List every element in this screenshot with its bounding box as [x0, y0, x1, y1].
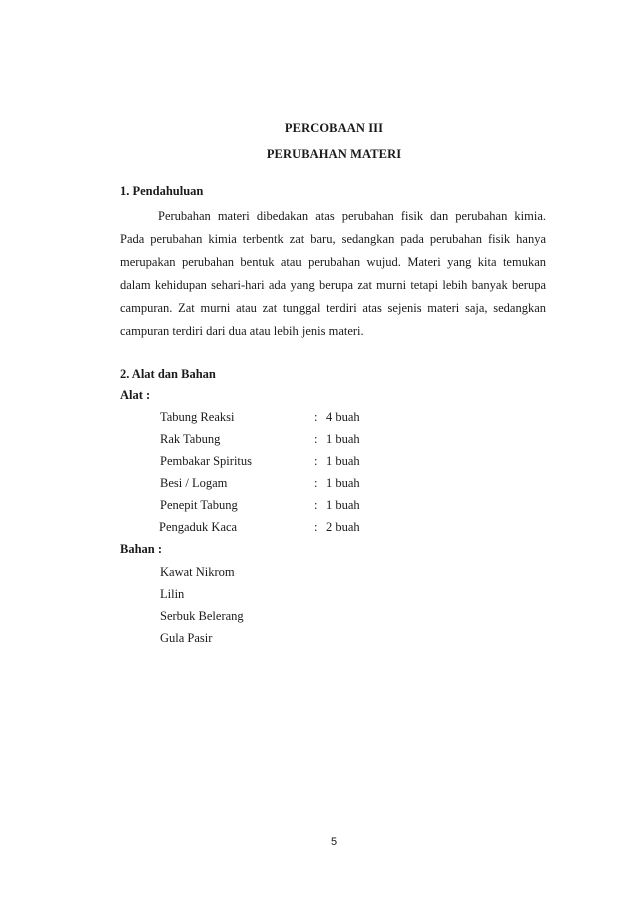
- alat-quantity: 2 buah: [326, 520, 360, 534]
- alat-row: [160, 476, 420, 494]
- page-title: PERCOBAAN III: [284, 121, 384, 135]
- paragraph-line: Perubahan materi dibedakan atas perubahan fisik dan perubahan kimia.: [158, 209, 546, 223]
- page-subtitle: PERUBAHAN MATERI: [266, 147, 402, 161]
- intro-paragraph: [120, 205, 546, 343]
- alat-quantity: 4 buah: [326, 410, 360, 424]
- alat-separator: :: [314, 520, 318, 534]
- paragraph-line: merupakan perubahan bentuk atau perubahan wujud. Materi yang kita temukan: [120, 255, 546, 269]
- alat-row: [160, 454, 420, 472]
- alat-separator: :: [314, 476, 318, 490]
- alat-name: Pembakar Spiritus: [160, 454, 253, 468]
- alat-name: Pengaduk Kaca: [159, 520, 238, 534]
- bahan-item: Lilin: [160, 587, 185, 601]
- alat-row: [160, 432, 420, 450]
- paragraph-line: Pada perubahan kimia terbentk zat baru, sedangkan pada perubahan fisik hanya: [120, 232, 546, 246]
- alat-separator: :: [314, 432, 318, 446]
- alat-label: Alat :: [120, 388, 151, 402]
- bahan-label: Bahan :: [120, 542, 163, 556]
- section-heading-pendahuluan: 1. Pendahuluan: [120, 184, 204, 198]
- alat-name: Penepit Tabung: [160, 498, 238, 512]
- alat-row: [160, 520, 420, 538]
- alat-name: Besi / Logam: [160, 476, 228, 490]
- alat-quantity: 1 buah: [326, 454, 360, 468]
- alat-quantity: 1 buah: [326, 432, 360, 446]
- alat-name: Tabung Reaksi: [160, 410, 235, 424]
- page-number: 5: [330, 836, 338, 848]
- paragraph-line: campuran terdiri dari dua atau lebih jenis materi.: [120, 324, 364, 338]
- alat-row: [160, 410, 420, 428]
- paragraph-line: dalam kehidupan sehari-hari ada yang berupa zat murni tetapi lebih banyak berupa: [120, 278, 546, 292]
- alat-quantity: 1 buah: [326, 476, 360, 490]
- alat-separator: :: [314, 410, 318, 424]
- alat-separator: :: [314, 498, 318, 512]
- alat-name: Rak Tabung: [160, 432, 221, 446]
- bahan-item: Serbuk Belerang: [160, 609, 244, 623]
- alat-quantity: 1 buah: [326, 498, 360, 512]
- alat-row: [160, 498, 420, 516]
- bahan-item: Kawat Nikrom: [160, 565, 235, 579]
- bahan-item: Gula Pasir: [160, 631, 213, 645]
- paragraph-line: campuran. Zat murni atau zat tunggal terdiri atas sejenis materi saja, sedangkan: [120, 301, 546, 315]
- alat-separator: :: [314, 454, 318, 468]
- section-heading-alat-bahan: 2. Alat dan Bahan: [120, 367, 216, 381]
